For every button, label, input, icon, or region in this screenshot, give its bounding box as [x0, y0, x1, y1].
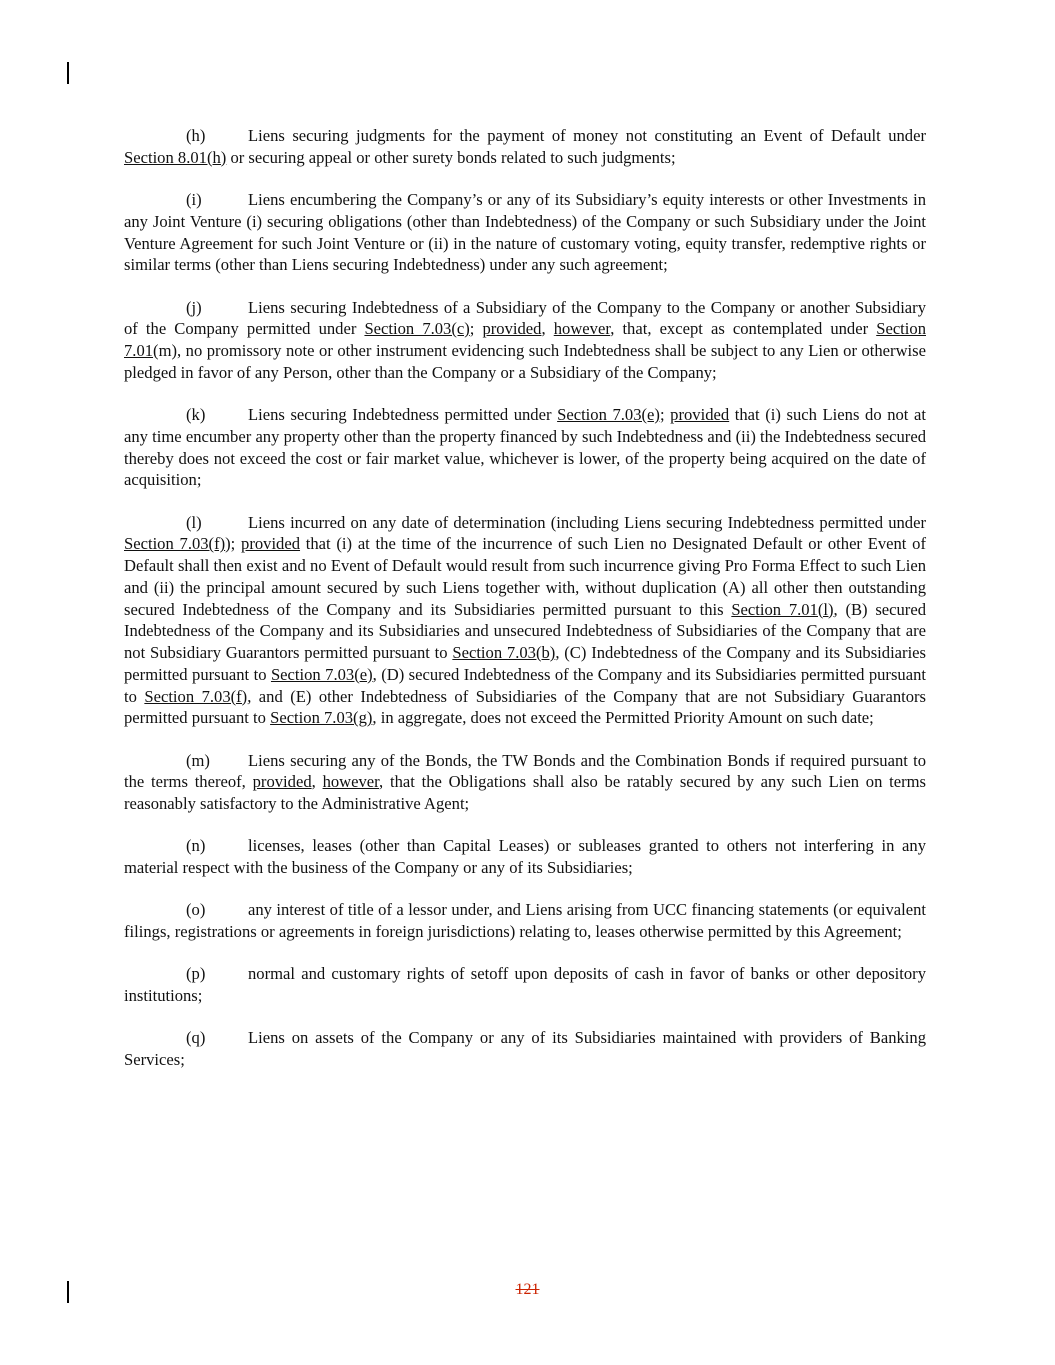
defined-term: provided — [241, 534, 301, 554]
clause-k: (k) Liens securing Indebtedness permitted under Section 7.03(e); provided that (i) such Liens do not at any time encumber any property other than the property financed by such Indebtedness and (ii) the Indebtedness secured thereby does not exceed the cost or fair market value, whichever is lower, of the property being acquired on the date of acquisition; — [124, 405, 926, 490]
clause-label: (j) — [186, 297, 202, 317]
clause-l: (l) Liens incurred on any date of determination (including Liens securing Indebtedness permitted under Section 7.03(f)); provided that (i) at the time of the incurrence of such Lien no Designated Default or other Event of Default shall then exist and no Event of Default would result from such incurrence giving Pro Forma Effect to such Lien and (ii) the principal amount secured by such Liens together with, without duplication (A) all other then outstanding secured Indebtedness of the Company and its Subsidiaries permitted pursuant to this Section 7.01(l), (B) secured Indebtedness of the Company and its Subsidiaries and unsecured Indebtedness of Subsidiaries of the Company that are not Subsidiary Guarantors permitted pursuant to Section 7.03(b), (C) Indebtedness of the Company and its Subsidiaries permitted pursuant to Section 7.03(e), (D) secured Indebtedness of the Company and its Subsidiaries permitted pursuant to Section 7.03(f), and (E) other Indebtedness of Subsidiaries of the Company that are not Subsidiary Guarantors permitted pursuant to Section 7.03(g), in aggregate, does not exceed the Permitted Priority Amount on such date; — [124, 512, 927, 728]
clause-label: (p) — [186, 964, 206, 984]
clause-label: (l) — [186, 512, 202, 532]
defined-term: provided — [670, 405, 730, 424]
clause-i: (i) Liens encumbering the Company’s or any of its Subsidiary’s equity interests or other Investments in any Joint Venture (i) securing obligations (other than Indebtedness) of the Company or such Subsidiary under the Joint Venture Agreement for such Joint Venture or (ii) in the nature of customary voting, equity transfer, redemptive rights or similar terms (other than Liens securing Indebtedness) under any such agreement; — [124, 190, 926, 275]
clause-h: (h) Liens securing judgments for the payment of money not constituting an Event of Default under Section 8.01(h) or securing appeal or other surety bonds related to such judgments; — [124, 126, 926, 167]
section-reference: Section 7.03(f) — [144, 686, 248, 706]
clause-q: (q) Liens on assets of the Company or any of its Subsidiaries maintained with providers of Banking Services; — [124, 1028, 926, 1069]
clause-label: (h) — [186, 126, 206, 145]
section-reference: Section 7.03(f) — [124, 534, 226, 554]
defined-term: however — [553, 319, 611, 339]
clause-label: (k) — [186, 405, 206, 424]
clause-m: (m) Liens securing any of the Bonds, the TW Bonds and the Combination Bonds if required pursuant to the terms thereof, provided, however, that the Obligations shall also be ratably secured by any such Lien on terms reasonably satisfactory to the Administrative Agent; — [124, 750, 927, 813]
document-body — [124, 125, 926, 1091]
section-reference: Section 7.03(e) — [270, 664, 373, 684]
section-reference: Section 7.01 — [124, 319, 926, 360]
revision-change-bar-top — [67, 62, 69, 84]
defined-term: provided — [482, 319, 542, 339]
defined-term: however — [322, 772, 380, 792]
clause-n: (n) licenses, leases (other than Capital Leases) or subleases granted to others not interfering in any material respect with the business of the Company or any of its Subsidiaries; — [124, 836, 926, 877]
clause-label: (m) — [186, 750, 210, 770]
clause-label: (q) — [186, 1028, 206, 1048]
clause-j: (j) Liens securing Indebtedness of a Subsidiary of the Company to the Company or another Subsidiary of the Company permitted under Section 7.03(c); provided, however, that, except as contemplated under Section 7.01(m), no promissory note or other instrument evidencing such Indebtedness shall be subject to any Lien or otherwise pledged in favor of any Person, other than the Company or a Subsidiary of the Company; — [124, 297, 926, 382]
section-reference: Section 8.01(h) — [124, 147, 227, 167]
section-reference: Section 7.03(c) — [364, 319, 470, 339]
clause-label: (i) — [186, 190, 202, 209]
section-reference: Section 7.03(e) — [557, 405, 660, 424]
clause-label: (o) — [186, 900, 206, 920]
section-reference: Section 7.03(g) — [270, 708, 373, 728]
clause-o: (o) any interest of title of a lessor under, and Liens arising from UCC financing statements (or equivalent filings, registrations or agreements in foreign jurisdictions) relating to, leases otherwise permitted by this Agreement; — [124, 900, 926, 941]
section-reference: Section 7.03(b) — [452, 643, 556, 662]
section-reference: Section 7.01(l) — [731, 599, 834, 619]
clause-label: (n) — [186, 836, 206, 856]
defined-term: provided — [252, 772, 312, 792]
clause-p: (p) normal and customary rights of setoff upon deposits of cash in favor of banks or other depository institutions; — [124, 964, 926, 1005]
page-number: 121 — [515, 1281, 540, 1298]
